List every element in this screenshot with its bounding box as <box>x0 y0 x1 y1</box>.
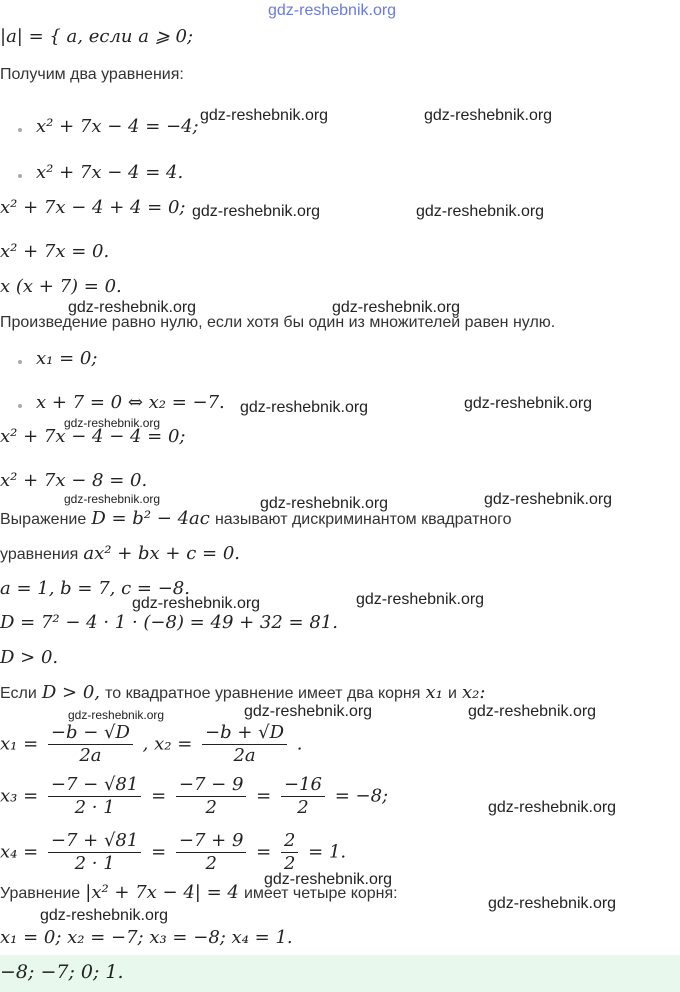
formula: |x² + 7x − 4| = 4 <box>85 882 239 903</box>
formula: D > 0, <box>41 682 100 703</box>
fraction <box>281 830 298 875</box>
answer-panel <box>0 955 680 992</box>
bullet <box>18 404 22 408</box>
x2-lhs: , x₂ = <box>142 733 193 755</box>
watermark: gdz-reshebnik.org <box>64 492 161 506</box>
root-x1: x₁ = 0; <box>36 348 98 369</box>
text: Уравнение <box>0 885 81 902</box>
watermark: gdz-reshebnik.org <box>40 907 169 924</box>
denominator: 2 <box>205 853 217 874</box>
text: имеет четыре корня: <box>243 885 398 902</box>
equation-case-1: x² + 7x − 4 = −4; <box>36 116 199 137</box>
text: то квадратное уравнение имеет два корня <box>105 685 421 702</box>
watermark-top: gdz-reshebnik.org <box>268 2 397 19</box>
lhs: x₃ = <box>0 785 39 807</box>
equation-step-2: x² + 7x = 0. <box>0 241 110 262</box>
fraction <box>48 722 133 767</box>
lhs: x₄ = <box>0 841 39 863</box>
watermark: gdz-reshebnik.org <box>488 895 617 912</box>
text: называют дискриминантом квадратного <box>214 511 512 528</box>
watermark: gdz-reshebnik.org <box>356 591 485 608</box>
watermark: gdz-reshebnik.org <box>464 395 593 412</box>
numerator: −7 + 9 <box>176 830 247 853</box>
text-two-equations: Получим два уравнения: <box>0 66 184 83</box>
equation-step-3: x (x + 7) = 0. <box>0 276 122 297</box>
numerator: −7 − 9 <box>176 774 247 797</box>
text: и <box>447 685 457 702</box>
bullet <box>18 360 22 364</box>
x1-lhs: x₁ = <box>0 733 39 755</box>
period: . <box>296 733 303 755</box>
watermark: gdz-reshebnik.org <box>68 708 165 722</box>
denominator: 2a <box>233 745 256 766</box>
formula: D = b² − 4ac <box>91 508 210 529</box>
watermark: gdz-reshebnik.org <box>468 703 597 720</box>
numerator: −b + √D <box>202 722 287 745</box>
formula: x₁ <box>425 682 443 703</box>
result: = 1. <box>308 841 347 863</box>
root-x4-calc: x₄ = $\frac{-7 + √81}{2 \cdot 1}$ = $\frac{-7 + 9}{2}$ = $\frac{2}{2}$ = 1. <box>0 830 347 874</box>
watermark: gdz-reshebnik.org <box>68 299 197 316</box>
numerator: −7 + √81 <box>48 830 141 853</box>
formula: ax² + bx + c = 0. <box>83 543 240 564</box>
root-x3-calc: x₃ = $\frac{-7 - √81}{2 \cdot 1}$ = $\frac{-7 - 9}{2}$ = $\frac{-16}{2}$ = −8; <box>0 774 389 818</box>
watermark: gdz-reshebnik.org <box>416 203 545 220</box>
equation-step-1: x² + 7x − 4 + 4 = 0; <box>0 197 186 218</box>
watermark: gdz-reshebnik.org <box>244 703 373 720</box>
quadratic-general-form <box>0 543 240 564</box>
watermark: gdz-reshebnik.org <box>200 107 329 124</box>
fraction <box>176 774 247 819</box>
text: Если <box>0 685 37 702</box>
formula: x₂: <box>462 682 486 703</box>
denominator: 2 <box>205 797 217 818</box>
numerator: −16 <box>281 774 325 797</box>
denominator: 2 · 1 <box>74 797 115 818</box>
two-roots-text <box>0 682 485 703</box>
discriminant-positive: D > 0. <box>0 647 59 668</box>
fraction <box>202 722 287 767</box>
fraction <box>48 774 141 819</box>
watermark: gdz-reshebnik.org <box>332 299 461 316</box>
watermark: gdz-reshebnik.org <box>484 491 613 508</box>
denominator: 2 <box>283 853 296 874</box>
watermark: gdz-reshebnik.org <box>424 107 553 124</box>
watermark: gdz-reshebnik.org <box>240 399 369 416</box>
discriminant-calc: D = 7² − 4 · 1 · (−8) = 49 + 32 = 81. <box>0 612 338 633</box>
denominator: 2a <box>79 745 102 766</box>
numerator: −b − √D <box>48 722 133 745</box>
text: Выражение <box>0 511 87 528</box>
bullet <box>18 128 22 132</box>
denominator: 2 · 1 <box>74 853 115 874</box>
numerator: −7 − √81 <box>48 774 141 797</box>
fraction <box>176 830 247 875</box>
equation-step-5: x² + 7x − 8 = 0. <box>0 470 148 491</box>
watermark: gdz-reshebnik.org <box>192 203 321 220</box>
fraction <box>281 774 325 819</box>
equation-step-4: x² + 7x − 4 − 4 = 0; <box>0 426 186 447</box>
watermark: gdz-reshebnik.org <box>264 871 393 888</box>
coefficients: a = 1, b = 7, c = −8. <box>0 578 190 599</box>
numerator: 2 <box>281 830 298 853</box>
root-x2: x + 7 = 0 ⇔ x₂ = −7. <box>36 392 225 413</box>
discriminant-definition <box>0 508 512 529</box>
denominator: 2 <box>297 797 309 818</box>
text-product-zero: Произведение равно нулю, если хотя бы один из множителей равен нулю. <box>0 314 556 331</box>
fraction <box>48 830 141 875</box>
all-roots: x₁ = 0; x₂ = −7; x₃ = −8; x₄ = 1. <box>0 927 293 948</box>
watermark: gdz-reshebnik.org <box>64 416 161 430</box>
answer-value: −8; −7; 0; 1. <box>0 961 124 983</box>
watermark: gdz-reshebnik.org <box>260 495 389 512</box>
bullet <box>18 174 22 178</box>
text: уравнения <box>0 546 79 563</box>
result: = −8; <box>334 785 389 807</box>
equation-case-2: x² + 7x − 4 = 4. <box>36 162 184 183</box>
watermark: gdz-reshebnik.org <box>488 799 617 816</box>
roots-formula <box>0 722 303 767</box>
watermark: gdz-reshebnik.org <box>132 595 261 612</box>
abs-definition: |a| = { a, если a ⩾ 0; <box>0 26 194 47</box>
